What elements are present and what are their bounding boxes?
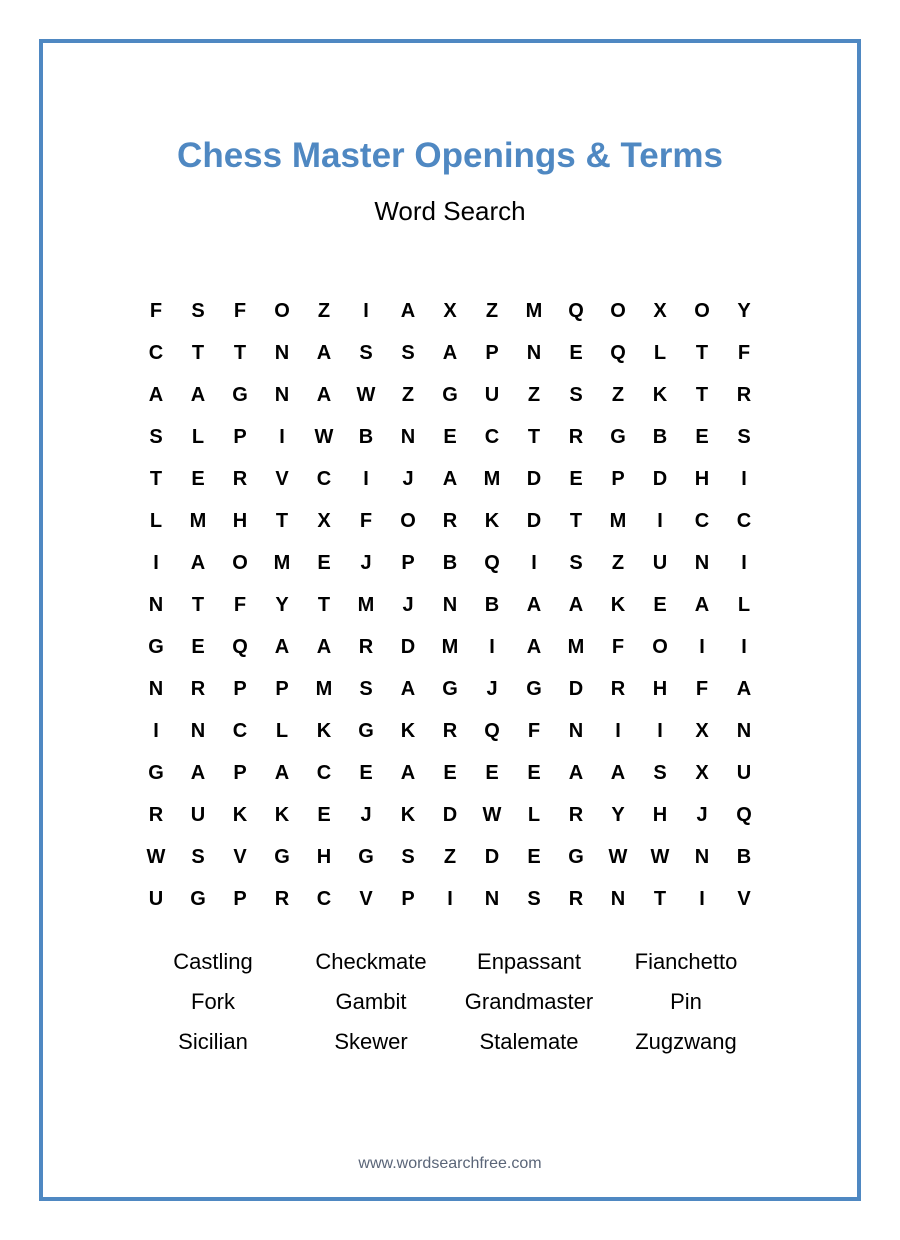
grid-cell[interactable]: T bbox=[695, 384, 709, 406]
grid-cell[interactable]: Z bbox=[611, 384, 625, 406]
grid-cell[interactable]: U bbox=[484, 384, 500, 406]
grid-cell[interactable]: A bbox=[526, 636, 542, 658]
grid-cell[interactable]: M bbox=[189, 510, 207, 532]
grid-cell[interactable]: S bbox=[359, 678, 373, 700]
grid-cell[interactable]: J bbox=[402, 594, 414, 616]
grid-cell[interactable]: L bbox=[191, 426, 205, 448]
grid-cell[interactable]: F bbox=[695, 678, 709, 700]
grid-cell[interactable]: Q bbox=[736, 804, 752, 826]
grid-cell[interactable]: A bbox=[316, 384, 332, 406]
grid-cell[interactable]: J bbox=[360, 552, 372, 574]
grid-cell[interactable]: S bbox=[191, 846, 205, 868]
grid-cell[interactable]: I bbox=[363, 468, 369, 490]
grid-cell[interactable]: J bbox=[360, 804, 372, 826]
grid-cell[interactable]: Z bbox=[401, 384, 415, 406]
grid-cell[interactable]: S bbox=[401, 342, 415, 364]
grid-cell[interactable]: E bbox=[191, 468, 205, 490]
grid-cell[interactable]: V bbox=[275, 468, 289, 490]
grid-cell[interactable]: I bbox=[489, 636, 495, 658]
grid-cell[interactable]: V bbox=[359, 888, 373, 910]
grid-cell[interactable]: Q bbox=[484, 720, 500, 742]
grid-cell[interactable]: S bbox=[569, 552, 583, 574]
grid-cell[interactable]: C bbox=[484, 426, 500, 448]
grid-cell[interactable]: W bbox=[356, 384, 376, 406]
grid-cell[interactable]: G bbox=[274, 846, 290, 868]
grid-cell[interactable]: O bbox=[232, 552, 248, 574]
grid-cell[interactable]: T bbox=[191, 342, 205, 364]
grid-cell[interactable]: N bbox=[190, 720, 206, 742]
grid-cell[interactable]: G bbox=[232, 384, 248, 406]
grid-cell[interactable]: M bbox=[567, 636, 585, 658]
grid-cell[interactable]: M bbox=[315, 678, 333, 700]
word-list-item: Pin bbox=[670, 989, 702, 1014]
grid-cell[interactable]: P bbox=[611, 468, 625, 490]
grid-cell[interactable]: E bbox=[443, 762, 457, 784]
grid-cell[interactable]: T bbox=[569, 510, 583, 532]
grid-cell[interactable]: K bbox=[610, 594, 626, 616]
grid-cell[interactable]: A bbox=[316, 636, 332, 658]
grid-cell[interactable]: O bbox=[274, 300, 290, 322]
grid-cell[interactable]: T bbox=[149, 468, 163, 490]
grid-cell[interactable]: A bbox=[190, 384, 206, 406]
grid-cell[interactable]: W bbox=[608, 846, 628, 868]
grid-cell[interactable]: C bbox=[736, 510, 752, 532]
grid-cell[interactable]: Z bbox=[485, 300, 499, 322]
grid-cell[interactable]: N bbox=[694, 552, 710, 574]
word-list-item: Castling bbox=[173, 949, 253, 974]
grid-cell[interactable]: E bbox=[569, 468, 583, 490]
grid-cell[interactable]: N bbox=[484, 888, 500, 910]
grid-cell[interactable]: U bbox=[652, 552, 668, 574]
grid-cell[interactable]: I bbox=[741, 468, 747, 490]
grid-cell[interactable]: E bbox=[695, 426, 709, 448]
word-list-item: Fianchetto bbox=[634, 949, 738, 974]
grid-cell[interactable]: Q bbox=[484, 552, 500, 574]
grid-cell[interactable]: G bbox=[442, 678, 458, 700]
word-list-item: Gambit bbox=[335, 989, 407, 1014]
grid-cell[interactable]: P bbox=[485, 342, 499, 364]
grid-cell[interactable]: I bbox=[153, 552, 159, 574]
grid-cell[interactable]: Z bbox=[527, 384, 541, 406]
grid-cell[interactable]: H bbox=[652, 678, 668, 700]
grid-cell[interactable]: N bbox=[148, 594, 164, 616]
grid-cell[interactable]: F bbox=[359, 510, 373, 532]
grid-cell[interactable]: I bbox=[447, 888, 453, 910]
grid-cell[interactable]: Y bbox=[611, 804, 625, 826]
grid-cell[interactable]: A bbox=[610, 762, 626, 784]
grid-cell[interactable]: A bbox=[400, 678, 416, 700]
grid-cell[interactable]: G bbox=[148, 762, 164, 784]
grid-cell[interactable]: A bbox=[442, 468, 458, 490]
grid-cell[interactable]: A bbox=[274, 636, 290, 658]
grid-cell[interactable]: A bbox=[694, 594, 710, 616]
grid-cell[interactable]: N bbox=[736, 720, 752, 742]
grid-cell[interactable]: N bbox=[400, 426, 416, 448]
grid-cell[interactable]: Q bbox=[232, 636, 248, 658]
grid-cell[interactable]: E bbox=[359, 762, 373, 784]
grid-cell[interactable]: D bbox=[400, 636, 416, 658]
grid-cell[interactable]: C bbox=[316, 762, 332, 784]
grid-cell[interactable]: S bbox=[653, 762, 667, 784]
grid-cell[interactable]: U bbox=[190, 804, 206, 826]
grid-cell[interactable]: V bbox=[737, 888, 751, 910]
grid-cell[interactable]: W bbox=[146, 846, 166, 868]
grid-cell[interactable]: A bbox=[190, 552, 206, 574]
grid-cell[interactable]: H bbox=[694, 468, 710, 490]
grid-cell[interactable]: P bbox=[233, 678, 247, 700]
grid-cell[interactable]: E bbox=[485, 762, 499, 784]
grid-cell[interactable]: R bbox=[568, 888, 584, 910]
grid-cell[interactable]: N bbox=[274, 342, 290, 364]
grid-cell[interactable]: N bbox=[274, 384, 290, 406]
word-list-item: Checkmate bbox=[315, 949, 427, 974]
grid-cell[interactable]: L bbox=[737, 594, 751, 616]
grid-cell[interactable]: P bbox=[275, 678, 289, 700]
grid-cell[interactable]: L bbox=[149, 510, 163, 532]
word-list-item: Sicilian bbox=[178, 1029, 248, 1054]
puzzle-subtitle: Word Search bbox=[374, 196, 526, 226]
grid-cell[interactable]: X bbox=[695, 720, 709, 742]
grid-cell[interactable]: R bbox=[736, 384, 752, 406]
grid-cell[interactable]: F bbox=[233, 300, 247, 322]
grid-cell[interactable]: A bbox=[442, 342, 458, 364]
grid-cell[interactable]: M bbox=[357, 594, 375, 616]
grid-cell[interactable]: P bbox=[233, 426, 247, 448]
grid-cell[interactable]: R bbox=[274, 888, 290, 910]
grid-cell[interactable]: Y bbox=[737, 300, 751, 322]
grid-cell[interactable]: F bbox=[737, 342, 751, 364]
grid-cell[interactable]: Y bbox=[275, 594, 289, 616]
grid-cell[interactable]: T bbox=[695, 342, 709, 364]
grid-cell[interactable]: I bbox=[741, 552, 747, 574]
grid-cell[interactable]: N bbox=[442, 594, 458, 616]
grid-cell[interactable]: B bbox=[652, 426, 668, 448]
grid-cell[interactable]: I bbox=[615, 720, 621, 742]
grid-cell[interactable]: Z bbox=[317, 300, 331, 322]
grid-cell[interactable]: F bbox=[611, 636, 625, 658]
grid-cell[interactable]: F bbox=[233, 594, 247, 616]
grid-cell[interactable]: R bbox=[610, 678, 626, 700]
grid-cell[interactable]: X bbox=[317, 510, 331, 532]
grid-cell[interactable]: G bbox=[442, 384, 458, 406]
grid-cell[interactable]: S bbox=[149, 426, 163, 448]
grid-cell[interactable]: L bbox=[275, 720, 289, 742]
grid-cell[interactable]: I bbox=[699, 636, 705, 658]
grid-cell[interactable]: M bbox=[441, 636, 459, 658]
word-list-item: Zugzwang bbox=[635, 1029, 737, 1054]
grid-cell[interactable]: K bbox=[484, 510, 500, 532]
grid-cell[interactable]: O bbox=[652, 636, 668, 658]
word-list-item: Skewer bbox=[334, 1029, 408, 1054]
grid-cell[interactable]: P bbox=[233, 888, 247, 910]
grid-cell[interactable]: R bbox=[442, 720, 458, 742]
grid-cell[interactable]: X bbox=[443, 300, 457, 322]
grid-cell[interactable]: G bbox=[148, 636, 164, 658]
grid-cell[interactable]: R bbox=[568, 426, 584, 448]
grid-cell[interactable]: I bbox=[657, 720, 663, 742]
grid-cell[interactable]: D bbox=[442, 804, 458, 826]
grid-cell[interactable]: E bbox=[191, 636, 205, 658]
grid-cell[interactable]: G bbox=[358, 720, 374, 742]
grid-cell[interactable]: J bbox=[402, 468, 414, 490]
grid-cell[interactable]: A bbox=[568, 762, 584, 784]
grid-cell[interactable]: I bbox=[699, 888, 705, 910]
grid-cell[interactable]: D bbox=[526, 468, 542, 490]
grid-cell[interactable]: W bbox=[482, 804, 502, 826]
grid-cell[interactable]: C bbox=[316, 888, 332, 910]
puzzle-title: Chess Master Openings & Terms bbox=[177, 136, 723, 175]
grid-cell[interactable]: K bbox=[274, 804, 290, 826]
grid-cell[interactable]: M bbox=[609, 510, 627, 532]
grid-cell[interactable]: S bbox=[527, 888, 541, 910]
grid-cell[interactable]: A bbox=[568, 594, 584, 616]
grid-cell[interactable]: R bbox=[568, 804, 584, 826]
grid-cell[interactable]: K bbox=[316, 720, 332, 742]
grid-cell[interactable]: O bbox=[400, 510, 416, 532]
grid-cell[interactable]: E bbox=[527, 762, 541, 784]
grid-cell[interactable]: S bbox=[569, 384, 583, 406]
grid-cell[interactable]: E bbox=[443, 426, 457, 448]
grid-cell[interactable]: F bbox=[149, 300, 163, 322]
grid-cell[interactable]: S bbox=[401, 846, 415, 868]
grid-cell[interactable]: A bbox=[190, 762, 206, 784]
grid-cell[interactable]: R bbox=[148, 804, 164, 826]
grid-cell[interactable]: B bbox=[442, 552, 458, 574]
grid-cell[interactable]: A bbox=[316, 342, 332, 364]
grid-cell[interactable]: E bbox=[653, 594, 667, 616]
word-list-item: Grandmaster bbox=[464, 989, 594, 1014]
grid-cell[interactable]: T bbox=[191, 594, 205, 616]
grid-cell[interactable]: Z bbox=[611, 552, 625, 574]
grid-cell[interactable]: A bbox=[148, 384, 164, 406]
word-list-item: Enpassant bbox=[477, 949, 581, 974]
grid-cell[interactable]: D bbox=[526, 510, 542, 532]
grid-cell[interactable]: X bbox=[695, 762, 709, 784]
grid-cell[interactable]: T bbox=[233, 342, 247, 364]
grid-cell[interactable]: T bbox=[653, 888, 667, 910]
grid-cell[interactable]: K bbox=[232, 804, 248, 826]
grid-cell[interactable]: X bbox=[653, 300, 667, 322]
grid-cell[interactable]: N bbox=[610, 888, 626, 910]
grid-cell[interactable]: R bbox=[358, 636, 374, 658]
grid-cell[interactable]: G bbox=[190, 888, 206, 910]
grid-cell[interactable]: A bbox=[736, 678, 752, 700]
grid-cell[interactable]: H bbox=[316, 846, 332, 868]
grid-cell[interactable]: K bbox=[652, 384, 668, 406]
grid-cell[interactable]: D bbox=[568, 678, 584, 700]
grid-cell[interactable]: O bbox=[610, 300, 626, 322]
grid-cell[interactable]: A bbox=[526, 594, 542, 616]
grid-cell[interactable]: E bbox=[317, 804, 331, 826]
grid-cell[interactable]: D bbox=[484, 846, 500, 868]
grid-cell[interactable]: E bbox=[527, 846, 541, 868]
grid-cell[interactable]: Q bbox=[568, 300, 584, 322]
grid-cell[interactable]: U bbox=[736, 762, 752, 784]
word-list-item: Fork bbox=[191, 989, 235, 1014]
word-list-item: Stalemate bbox=[479, 1029, 579, 1054]
grid-cell[interactable]: R bbox=[232, 468, 248, 490]
grid-cell[interactable]: C bbox=[148, 342, 164, 364]
grid-cell[interactable]: C bbox=[232, 720, 248, 742]
grid-cell[interactable]: G bbox=[526, 678, 542, 700]
grid-cell[interactable]: W bbox=[650, 846, 670, 868]
grid-cell[interactable]: M bbox=[273, 552, 291, 574]
grid-cell[interactable]: D bbox=[652, 468, 668, 490]
grid-cell[interactable]: U bbox=[148, 888, 164, 910]
grid-cell[interactable]: B bbox=[736, 846, 752, 868]
grid-cell[interactable]: L bbox=[527, 804, 541, 826]
grid-cell[interactable]: Q bbox=[610, 342, 626, 364]
grid-cell[interactable]: G bbox=[358, 846, 374, 868]
grid-cell[interactable]: N bbox=[148, 678, 164, 700]
grid-cell[interactable]: M bbox=[483, 468, 501, 490]
footer-url[interactable]: www.wordsearchfree.com bbox=[358, 1155, 542, 1172]
grid-cell[interactable]: A bbox=[400, 762, 416, 784]
grid-cell[interactable]: P bbox=[401, 888, 415, 910]
grid-cell[interactable]: E bbox=[317, 552, 331, 574]
grid-cell[interactable]: C bbox=[694, 510, 710, 532]
grid-cell[interactable]: I bbox=[363, 300, 369, 322]
grid-cell[interactable]: K bbox=[400, 720, 416, 742]
grid-cell[interactable]: T bbox=[275, 510, 289, 532]
grid-cell[interactable]: T bbox=[317, 594, 331, 616]
grid-cell[interactable]: I bbox=[279, 426, 285, 448]
grid-cell[interactable]: E bbox=[569, 342, 583, 364]
grid-cell[interactable]: R bbox=[442, 510, 458, 532]
grid-cell[interactable]: I bbox=[531, 552, 537, 574]
grid-cell[interactable]: L bbox=[653, 342, 667, 364]
grid-cell[interactable]: F bbox=[527, 720, 541, 742]
grid-cell[interactable]: G bbox=[568, 846, 584, 868]
grid-cell[interactable]: A bbox=[400, 300, 416, 322]
grid-cell[interactable]: P bbox=[233, 762, 247, 784]
grid-cell[interactable]: P bbox=[401, 552, 415, 574]
grid-cell[interactable]: B bbox=[484, 594, 500, 616]
grid-cell[interactable]: R bbox=[190, 678, 206, 700]
grid-cell[interactable]: N bbox=[694, 846, 710, 868]
grid-cell[interactable]: M bbox=[525, 300, 543, 322]
grid-cell[interactable]: V bbox=[233, 846, 247, 868]
grid-cell[interactable]: B bbox=[358, 426, 374, 448]
grid-cell[interactable]: I bbox=[657, 510, 663, 532]
grid-cell[interactable]: S bbox=[191, 300, 205, 322]
grid-cell[interactable]: J bbox=[696, 804, 708, 826]
grid-cell[interactable]: N bbox=[526, 342, 542, 364]
grid-cell[interactable]: K bbox=[400, 804, 416, 826]
grid-cell[interactable]: N bbox=[568, 720, 584, 742]
grid-cell[interactable]: W bbox=[314, 426, 334, 448]
grid-cell[interactable]: O bbox=[694, 300, 710, 322]
grid-cell[interactable]: A bbox=[274, 762, 290, 784]
grid-cell[interactable]: I bbox=[741, 636, 747, 658]
grid-cell[interactable]: S bbox=[359, 342, 373, 364]
grid-cell[interactable]: G bbox=[610, 426, 626, 448]
grid-cell[interactable]: I bbox=[153, 720, 159, 742]
grid-cell[interactable]: C bbox=[316, 468, 332, 490]
grid-cell[interactable]: J bbox=[486, 678, 498, 700]
grid-cell[interactable]: Z bbox=[443, 846, 457, 868]
grid-cell[interactable]: H bbox=[232, 510, 248, 532]
grid-cell[interactable]: T bbox=[527, 426, 541, 448]
grid-cell[interactable]: H bbox=[652, 804, 668, 826]
grid-cell[interactable]: S bbox=[737, 426, 751, 448]
